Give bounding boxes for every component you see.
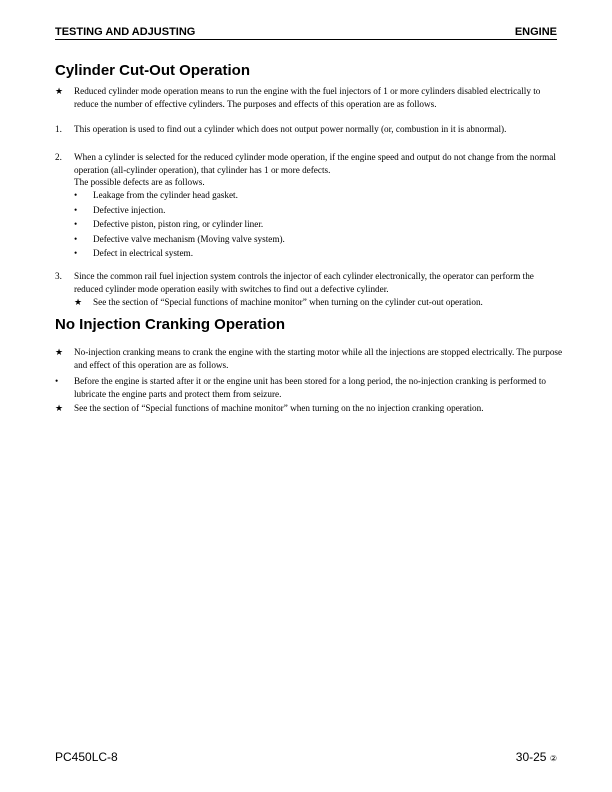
page-header bbox=[55, 26, 557, 40]
section-title: No Injection Cranking Operation bbox=[55, 316, 286, 333]
list-item: 1. This operation is used to find out a cylinder which does not output power normally (or, combustion in it is abnormal). bbox=[55, 124, 507, 134]
bullet-icon: • bbox=[74, 205, 78, 215]
header-topic: ENGINE bbox=[514, 26, 557, 38]
bullet-icon: • bbox=[74, 190, 78, 200]
bullet-icon: • bbox=[74, 219, 78, 229]
star-icon: ★ bbox=[74, 297, 83, 307]
defect-item: • Defective piston, piston ring, or cylinder liner. bbox=[74, 219, 264, 229]
defect-item: • Defective valve mechanism (Moving valve system). bbox=[74, 234, 285, 244]
section-title: Cylinder Cut-Out Operation bbox=[55, 62, 250, 79]
list-item: 3. Since the common rail fuel injection system controls the injector of each cylinder electronically, the operator can perform the reduced cylinder mode operation easily with switches to find out a defective cylinder. bbox=[55, 271, 534, 294]
reference-note: ★ See the section of “Special functions of machine monitor” when turning on the cylinder cut-out operation. bbox=[74, 297, 483, 307]
bullet-icon: • bbox=[74, 234, 78, 244]
list-item: • Before the engine is started after it or the engine unit has been stored for a long period, the no-injection cranking is performed to lubricate the engine parts and protect them from seizure. bbox=[55, 376, 546, 399]
footer-model: PC450LC-8 bbox=[55, 750, 118, 764]
list-item: 2. When a cylinder is selected for the reduced cylinder mode operation, if the engine speed and output do not change from the normal operation (all-cylinder operation), that cylinder has 1 or more defects. The possible defects are as follows. bbox=[55, 152, 556, 188]
bullet-icon: • bbox=[74, 248, 78, 258]
bullet-icon: • bbox=[55, 376, 59, 386]
defect-item: • Defect in electrical system. bbox=[74, 248, 193, 258]
defect-item: • Defective injection. bbox=[74, 205, 166, 215]
star-icon: ★ bbox=[55, 403, 64, 413]
star-icon: ★ bbox=[55, 86, 64, 96]
revision-mark: ② bbox=[549, 754, 557, 763]
star-icon: ★ bbox=[55, 347, 64, 357]
header-section: TESTING AND ADJUSTING bbox=[55, 26, 196, 38]
defect-item: • Leakage from the cylinder head gasket. bbox=[74, 190, 238, 200]
footer-page: 30-25 ② bbox=[515, 750, 557, 764]
intro-note: ★ Reduced cylinder mode operation means to run the engine with the fuel injectors of 1 or more cylinders disabled electrically to reduce the number of effective cylinders. The purposes and effects of this operation are as follows. bbox=[55, 86, 541, 109]
list-item: ★ See the section of “Special functions of machine monitor” when turning on the no injection cranking operation. bbox=[55, 403, 484, 413]
list-item: ★ No-injection cranking means to crank the engine with the starting motor while all the injections are stopped electrically. The purpose and effect of this operation are as follows. bbox=[55, 347, 563, 370]
